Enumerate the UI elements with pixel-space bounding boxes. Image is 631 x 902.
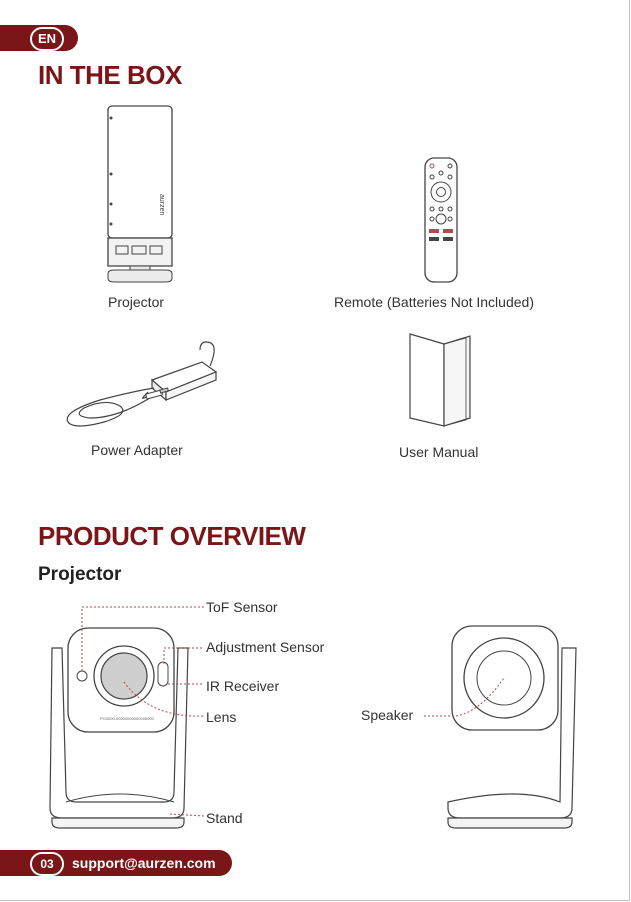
svg-text:aurzen: aurzen xyxy=(158,194,165,216)
power-adapter-illustration xyxy=(60,336,230,436)
in-the-box-heading: IN THE BOX xyxy=(38,60,182,90)
projector-subheading: Projector xyxy=(38,564,122,585)
svg-text:PG0000-00000000000000000: PG0000-00000000000000000 xyxy=(100,716,154,721)
page-number-badge: 03 xyxy=(30,852,64,876)
stand-label: Stand xyxy=(206,810,243,826)
user-manual-caption: User Manual xyxy=(399,444,479,460)
user-manual-illustration xyxy=(404,330,474,430)
adjustment-sensor-label: Adjustment Sensor xyxy=(206,639,325,655)
projector-back-view xyxy=(420,622,580,836)
speaker-label: Speaker xyxy=(361,707,414,723)
projector-front-view xyxy=(40,596,340,836)
remote-illustration xyxy=(424,157,458,283)
power-adapter-caption: Power Adapter xyxy=(91,442,183,458)
projector-illustration xyxy=(100,104,180,284)
remote-caption: Remote (Batteries Not Included) xyxy=(334,294,534,310)
language-badge: EN xyxy=(30,27,64,51)
lens-label: Lens xyxy=(206,709,237,725)
projector-caption: Projector xyxy=(108,294,165,310)
product-overview-heading: PRODUCT OVERVIEW xyxy=(38,521,306,551)
support-email[interactable]: support@aurzen.com xyxy=(72,855,216,871)
ir-receiver-label: IR Receiver xyxy=(206,678,280,694)
tof-sensor-label: ToF Sensor xyxy=(206,599,278,615)
